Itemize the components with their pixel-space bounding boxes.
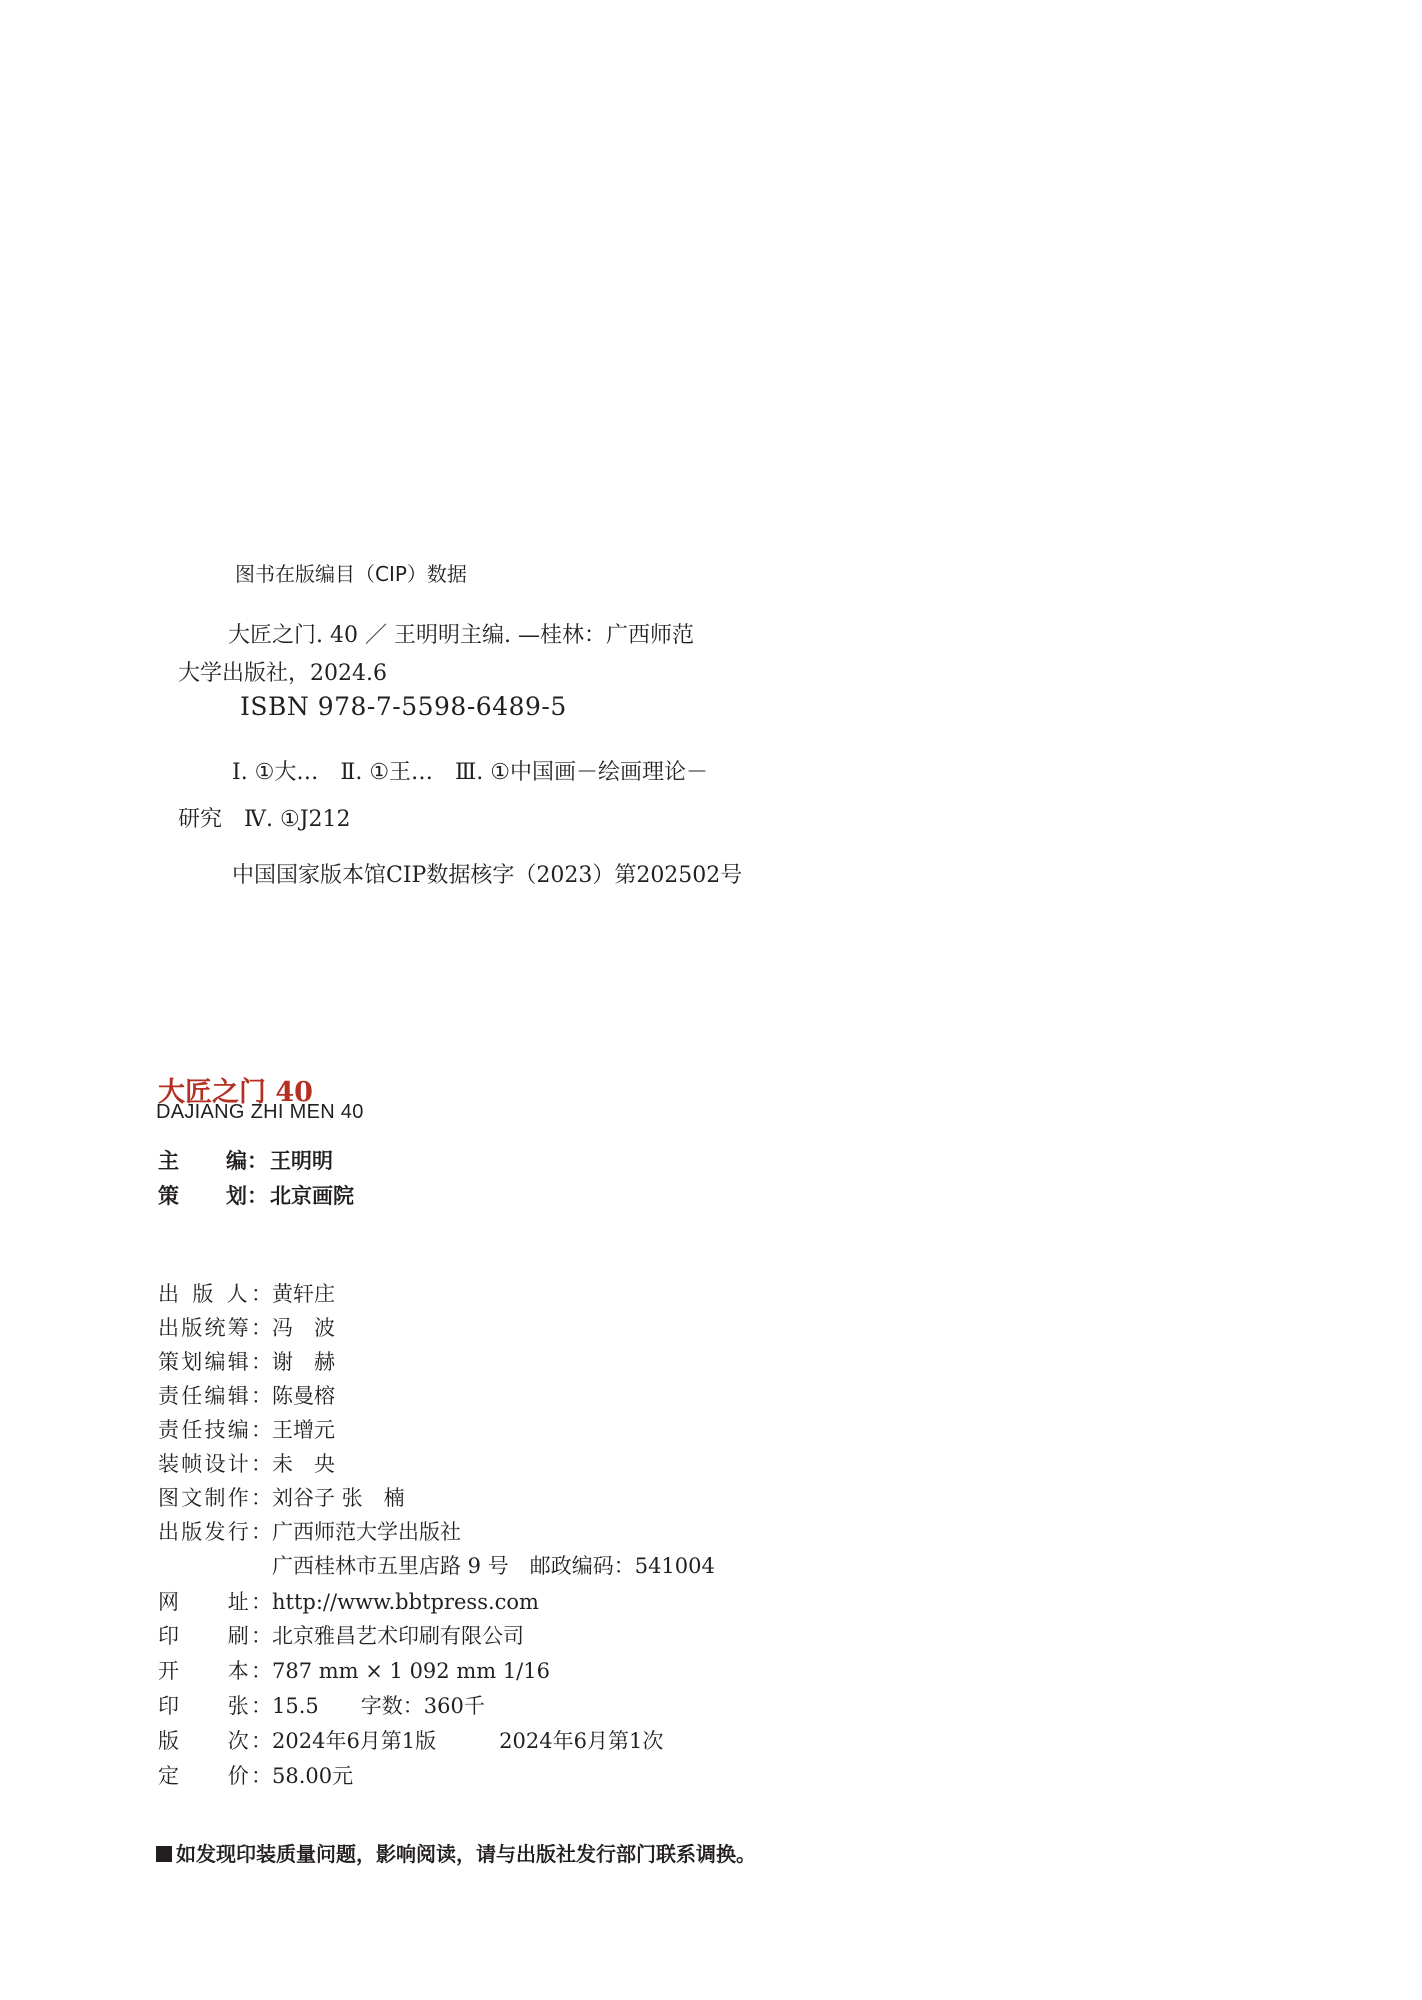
design-row: 装帧设计：未 央 xyxy=(158,1452,335,1476)
cip-isbn: ISBN 978-7-5598-6489-5 xyxy=(240,692,567,721)
chief-editor-label: 主 编： xyxy=(158,1148,268,1173)
address-row: 广西桂林市五里店路 9 号 邮政编码：541004 xyxy=(272,1554,715,1578)
distribution-row: 出版发行：广西师范大学出版社 xyxy=(158,1520,461,1544)
book-title-cn: 大匠之门 40 xyxy=(158,1077,313,1108)
sheets-row: 印 张：15.5 字数：360千 xyxy=(158,1694,485,1718)
responsible-editor-row: 责任编辑：陈曼榕 xyxy=(158,1384,335,1408)
planner-value: 北京画院 xyxy=(270,1183,354,1208)
quality-notice xyxy=(156,1838,756,1867)
format-row: 开 本：787 mm × 1 092 mm 1/16 xyxy=(158,1659,550,1683)
planning-editor-row: 策划编辑：谢 赫 xyxy=(158,1350,335,1374)
publisher-row: 出 版 人：黄轩庄 xyxy=(158,1282,335,1306)
cip-heading: 图书在版编目（CIP）数据 xyxy=(235,562,467,586)
cip-record-number: 中国国家版本馆CIP数据核字（2023）第202502号 xyxy=(232,863,743,888)
website-link: http://www.bbtpress.com xyxy=(272,1590,539,1614)
cip-entry-line-2: 大学出版社，2024.6 xyxy=(178,661,387,686)
cip-entry-line-1: 大匠之门. 40 ／ 王明明主编. —桂林：广西师范 xyxy=(228,623,694,648)
quality-notice-text: 如发现印装质量问题，影响阅读，请与出版社发行部门联系调换。 xyxy=(176,1842,756,1866)
cip-classification-line-2: 研究 Ⅳ. ①J212 xyxy=(178,807,351,832)
chief-editor-row xyxy=(158,1145,333,1175)
planner-label: 策 划： xyxy=(158,1183,268,1208)
technical-editor-row: 责任技编：王增元 xyxy=(158,1418,335,1442)
website-row: 网 址：http://www.bbtpress.com xyxy=(158,1590,539,1614)
cip-classification-line-1: Ⅰ. ①大… Ⅱ. ①王… Ⅲ. ①中国画－绘画理论－ xyxy=(232,760,708,785)
edition-row: 版 次：2024年6月第1版 2024年6月第1次 xyxy=(158,1729,664,1753)
price-row: 定 价：58.00元 xyxy=(158,1764,354,1788)
book-title-en: DAJIANG ZHI MEN 40 xyxy=(156,1101,364,1123)
planner-row xyxy=(158,1180,354,1210)
chief-editor-value: 王明明 xyxy=(270,1148,333,1173)
production-row: 图文制作：刘谷子 张 楠 xyxy=(158,1486,405,1510)
printer-row: 印 刷：北京雅昌艺术印刷有限公司 xyxy=(158,1624,524,1648)
black-square-icon xyxy=(156,1846,172,1862)
coordinator-row: 出版统筹：冯 波 xyxy=(158,1316,335,1340)
